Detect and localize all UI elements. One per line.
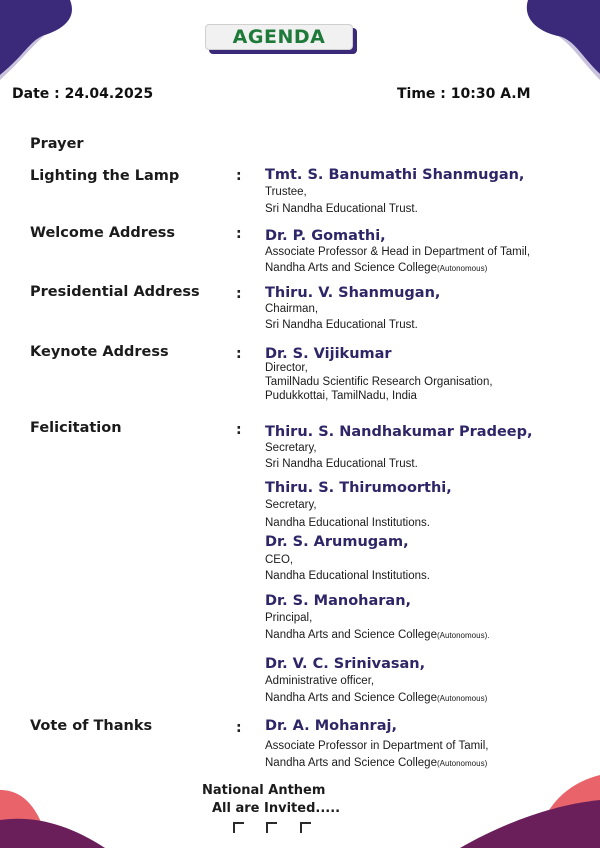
item-label-presidential: Presidential Address bbox=[30, 284, 200, 300]
event-time: Time : 10:30 A.M bbox=[397, 86, 531, 102]
item-colon: : bbox=[236, 226, 242, 242]
person-role: Associate Professor in Department of Tamil, bbox=[265, 740, 489, 752]
person-organization bbox=[265, 629, 489, 641]
person-name: Dr. A. Mohanraj, bbox=[265, 718, 397, 734]
person-organization: TamilNadu Scientific Research Organisation, bbox=[265, 376, 493, 388]
organization-name: Nandha Arts and Science College bbox=[265, 629, 437, 641]
person-organization: Nandha Educational Institutions. bbox=[265, 517, 430, 529]
person-role: Chairman, bbox=[265, 303, 319, 315]
autonomous-tag: (Autonomous) bbox=[436, 264, 488, 273]
person-organization: Nandha Educational Institutions. bbox=[265, 570, 430, 582]
invitation-note: All are Invited..... bbox=[212, 801, 341, 816]
item-colon: : bbox=[236, 168, 242, 184]
person-role: Secretary, bbox=[265, 442, 317, 454]
person-name: Thiru. S. Nandhakumar Pradeep, bbox=[265, 424, 533, 440]
item-label-lighting: Lighting the Lamp bbox=[30, 168, 180, 184]
person-organization: Sri Nandha Educational Trust. bbox=[265, 458, 418, 470]
agenda-heading: AGENDA bbox=[232, 26, 326, 48]
item-label-felicitation: Felicitation bbox=[30, 420, 122, 436]
corner-mark bbox=[266, 822, 277, 833]
prayer-label: Prayer bbox=[30, 136, 84, 152]
person-role: Secretary, bbox=[265, 499, 317, 511]
agenda-heading-banner bbox=[205, 24, 357, 54]
organization-name: Nandha Arts and Science College bbox=[265, 757, 437, 769]
bottom-left-corner-decoration bbox=[0, 780, 110, 848]
item-colon: : bbox=[236, 720, 242, 736]
item-colon: : bbox=[236, 286, 242, 302]
national-anthem: National Anthem bbox=[202, 783, 326, 798]
person-name: Dr. P. Gomathi, bbox=[265, 228, 386, 244]
person-name: Thiru. V. Shanmugan, bbox=[265, 285, 441, 301]
person-role: Director, bbox=[265, 362, 308, 374]
person-role: Principal, bbox=[265, 612, 313, 624]
autonomous-tag: (Autonomous). bbox=[436, 631, 490, 640]
person-role: Administrative officer, bbox=[265, 675, 375, 687]
item-colon: : bbox=[236, 422, 242, 438]
event-date: Date : 24.04.2025 bbox=[12, 86, 154, 102]
top-right-corner-decoration bbox=[520, 0, 600, 80]
person-role: Trustee, bbox=[265, 186, 307, 198]
person-name: Dr. V. C. Srinivasan, bbox=[265, 656, 426, 672]
organization-name: Nandha Arts and Science College bbox=[265, 692, 437, 704]
person-location: Pudukkottai, TamilNadu, India bbox=[265, 390, 417, 402]
item-colon: : bbox=[236, 346, 242, 362]
banner-box bbox=[205, 24, 353, 50]
autonomous-tag: (Autonomous) bbox=[436, 694, 488, 703]
autonomous-tag: (Autonomous) bbox=[436, 759, 488, 768]
organization-name: Nandha Arts and Science College bbox=[265, 262, 437, 274]
corner-mark bbox=[300, 822, 311, 833]
person-name: Dr. S. Manoharan, bbox=[265, 593, 412, 609]
person-organization bbox=[265, 757, 487, 769]
person-name: Dr. S. Arumugam, bbox=[265, 534, 409, 550]
person-role: CEO, bbox=[265, 554, 294, 566]
person-name: Dr. S. Vijikumar bbox=[265, 346, 392, 362]
item-label-keynote: Keynote Address bbox=[30, 344, 169, 360]
top-left-corner-decoration bbox=[0, 0, 80, 80]
item-label-welcome: Welcome Address bbox=[30, 225, 176, 241]
item-label-vote-of-thanks: Vote of Thanks bbox=[30, 718, 153, 734]
bottom-right-corner-decoration bbox=[440, 770, 600, 848]
person-organization bbox=[265, 262, 487, 274]
person-organization bbox=[265, 692, 487, 704]
person-organization: Sri Nandha Educational Trust. bbox=[265, 319, 418, 331]
person-role: Associate Professor & Head in Department of Tamil, bbox=[265, 246, 531, 258]
corner-mark bbox=[233, 822, 244, 833]
person-organization: Sri Nandha Educational Trust. bbox=[265, 203, 418, 215]
person-name: Tmt. S. Banumathi Shanmugan, bbox=[265, 167, 525, 183]
person-name: Thiru. S. Thirumoorthi, bbox=[265, 480, 452, 496]
